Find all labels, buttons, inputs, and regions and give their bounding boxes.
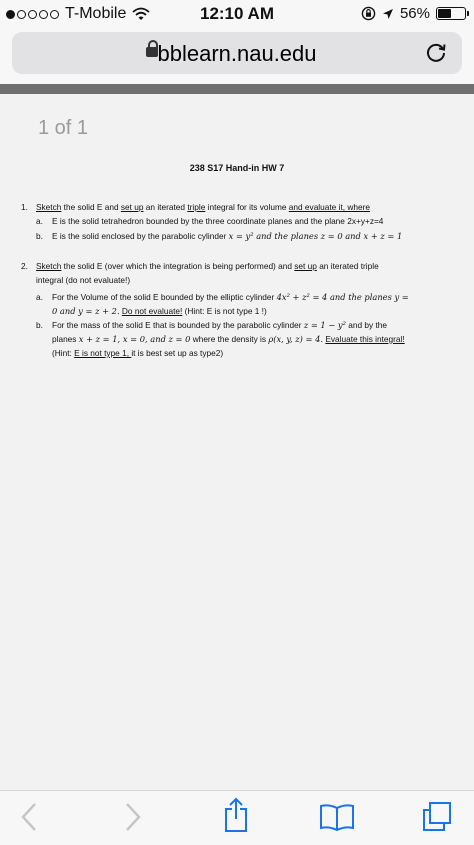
q1-text: Sketch the solid E and set up an iterated triple integral for its volume and evaluate it, where xyxy=(36,202,370,212)
signal-strength-icon xyxy=(6,10,59,19)
status-bar xyxy=(0,0,474,28)
rotation-lock-icon xyxy=(361,6,376,21)
location-arrow-icon xyxy=(382,8,394,20)
q1a-label: a. xyxy=(36,216,43,226)
carrier-name: T-Mobile xyxy=(65,5,127,22)
battery-icon xyxy=(436,7,466,20)
battery-percent: 56% xyxy=(399,5,430,22)
forward-icon[interactable] xyxy=(122,801,142,833)
q2-text: Sketch the solid E (over which the integration is being performed) and set up an iterated triple xyxy=(36,261,379,271)
q2a-text-line1: For the Volume of the solid E bounded by the elliptic cylinder 4x² + z² = 4 and the planes y = xyxy=(52,292,409,302)
status-right xyxy=(361,5,466,22)
q2-number: 2. xyxy=(21,261,28,271)
wifi-icon xyxy=(132,7,150,21)
q2a-label: a. xyxy=(36,292,43,302)
q2-text-line2: integral (do not evaluate!) xyxy=(36,275,131,285)
share-icon[interactable] xyxy=(223,797,249,833)
carrier-signal xyxy=(6,5,150,23)
document-title: 238 S17 Hand-in HW 7 xyxy=(189,163,285,173)
browser-toolbar xyxy=(0,790,474,845)
url-text[interactable]: bblearn.nau.edu xyxy=(157,41,317,66)
q1b-label: b. xyxy=(36,231,43,241)
q1-number: 1. xyxy=(21,202,28,212)
q2b-label: b. xyxy=(36,320,43,330)
q2b-text-line3: (Hint: E is not type 1, it is best set up as type2) xyxy=(52,348,224,358)
page-indicator: 1 of 1 xyxy=(38,117,89,139)
q2b-text-line2: planes x + z = 1, x = 0, and z = 0 where the density is ρ(x, y, z) = 4. Evaluate this integral! xyxy=(52,334,405,344)
back-icon[interactable] xyxy=(20,801,40,833)
clock: 12:10 AM xyxy=(199,4,274,23)
q1a-text: E is the solid tetrahedron bounded by the three coordinate planes and the plane 2x+y+z=4 xyxy=(52,216,384,226)
address-bar[interactable] xyxy=(12,32,462,74)
address-bar-area xyxy=(0,28,474,84)
reload-icon[interactable] xyxy=(424,40,448,64)
viewer-header-bar xyxy=(0,84,474,94)
q2a-text-line2: 0 and y = z + 2. Do not evaluate! (Hint: E is not type 1 !) xyxy=(52,306,267,316)
q2b-text-line1: For the mass of the solid E that is bounded by the parabolic cylinder z = 1 − y² and by the xyxy=(52,320,387,330)
q1b-text: E is the solid enclosed by the parabolic cylinder x = y² and the planes z = 0 and x + z = 1 xyxy=(52,231,403,241)
bookmarks-icon[interactable] xyxy=(319,803,355,831)
tabs-icon[interactable] xyxy=(421,801,453,833)
